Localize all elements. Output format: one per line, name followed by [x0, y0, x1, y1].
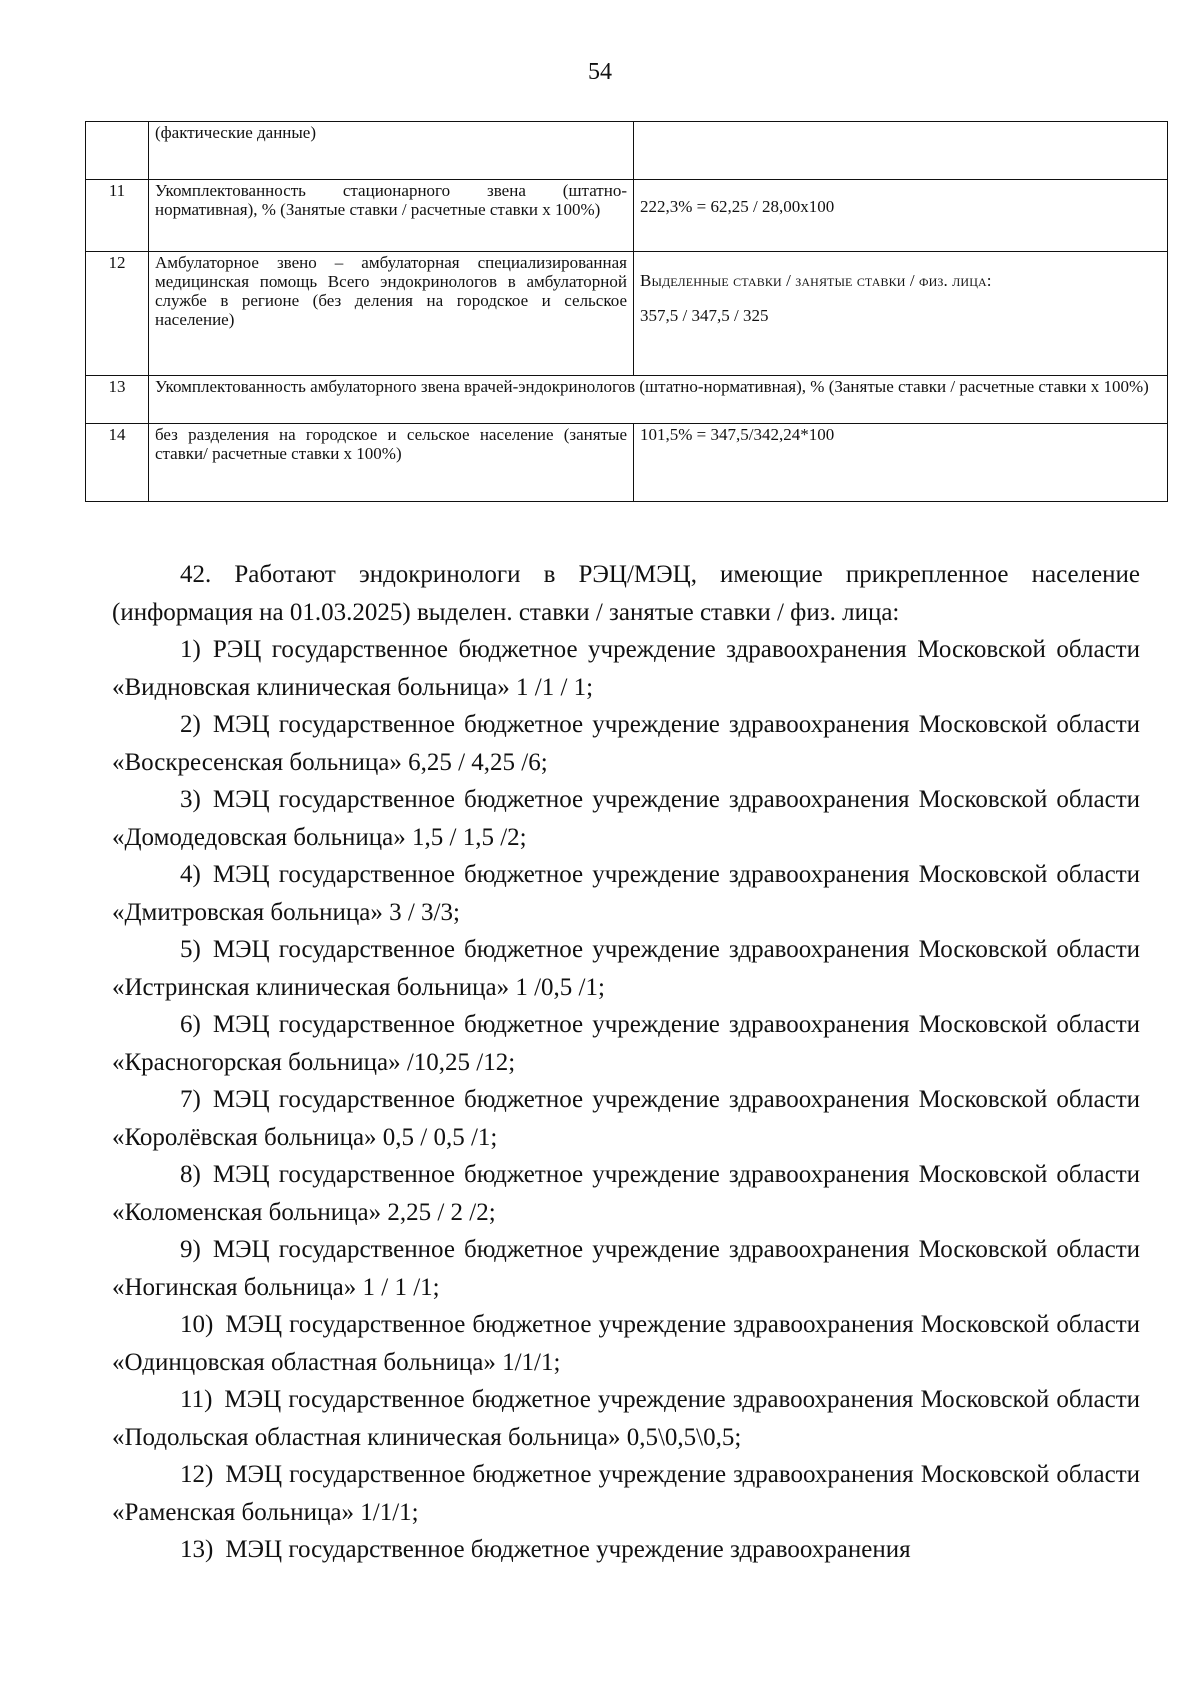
table-row	[86, 180, 1168, 252]
list-item-number: 10)	[180, 1311, 214, 1338]
list-item-text: МЭЦ государственное бюджетное учреждение здравоохранения Московской области «Истринская клиническая больница» 1 /0,5 /1;	[112, 936, 1140, 1001]
list-item	[112, 781, 1140, 856]
list-item-number: 1)	[180, 636, 201, 663]
row-value-text: 222,3% = 62,25 / 28,00х100	[640, 197, 835, 216]
table-row	[86, 376, 1168, 424]
list-item-number: 13)	[180, 1536, 214, 1563]
list-item	[112, 1006, 1140, 1081]
row-description: (фактические данные)	[149, 122, 634, 180]
list-item-text: МЭЦ государственное бюджетное учреждение здравоохранения Московской области «Воскресенская больница» 6,25 / 4,25 /6;	[112, 711, 1140, 776]
list-item-number: 9)	[180, 1236, 201, 1263]
row-value	[634, 180, 1168, 252]
table-row	[86, 122, 1168, 180]
list-item	[112, 1531, 1140, 1569]
list-item-text: МЭЦ государственное бюджетное учреждение здравоохранения	[225, 1536, 911, 1563]
row-description: Укомплектованность стационарного звена (штатно-нормативная), % (Занятые ставки / расчетные ставки х 100%)	[149, 180, 634, 252]
list-item	[112, 1081, 1140, 1156]
list-item-number: 8)	[180, 1161, 201, 1188]
list-item-text: МЭЦ государственное бюджетное учреждение здравоохранения Московской области «Домодедовская больница» 1,5 / 1,5 /2;	[112, 786, 1140, 851]
list-item-text: МЭЦ государственное бюджетное учреждение здравоохранения Московской области «Одинцовская областная больница» 1/1/1;	[112, 1311, 1140, 1376]
list-item-text: МЭЦ государственное бюджетное учреждение здравоохранения Московской области «Красногорская больница» /10,25 /12;	[112, 1011, 1140, 1076]
list-item-text: МЭЦ государственное бюджетное учреждение здравоохранения Московской области «Дмитровская больница» 3 / 3/3;	[112, 861, 1140, 926]
list-item-number: 5)	[180, 936, 201, 963]
row-description: Амбулаторное звено – амбулаторная специализированная медицинская помощь Всего эндокринологов в амбулаторной службе в регионе (без деления на городское и сельское население)	[149, 252, 634, 376]
row-value-text: 357,5 / 347,5 / 325	[640, 306, 769, 325]
row-number	[86, 122, 149, 180]
list-item-number: 6)	[180, 1011, 201, 1038]
row-description: без разделения на городское и сельское население (занятые ставки/ расчетные ставки х 100%)	[149, 424, 634, 502]
row-number: 14	[86, 424, 149, 502]
list-item-text: МЭЦ государственное бюджетное учреждение здравоохранения Московской области «Королёвская больница» 0,5 / 0,5 /1;	[112, 1086, 1140, 1151]
list-item-number: 11)	[180, 1386, 213, 1413]
list-item-text: МЭЦ государственное бюджетное учреждение здравоохранения Московской области «Раменская больница» 1/1/1;	[112, 1461, 1140, 1526]
list-item	[112, 706, 1140, 781]
staffing-table	[85, 121, 1168, 502]
list-item-number: 3)	[180, 786, 201, 813]
list-item-number: 2)	[180, 711, 201, 738]
list-item-number: 4)	[180, 861, 201, 888]
list-item-number: 7)	[180, 1086, 201, 1113]
list-item-text: РЭЦ государственное бюджетное учреждение здравоохранения Московской области «Видновская клиническая больница» 1 /1 / 1;	[112, 636, 1140, 701]
row-description: Укомплектованность амбулаторного звена врачей-эндокринологов (штатно-нормативная), % (Занятые ставки / расчетные ставки х 100%)	[149, 376, 1168, 424]
row-number: 12	[86, 252, 149, 376]
list-item	[112, 1381, 1140, 1456]
section-intro: 42. Работают эндокринологи в РЭЦ/МЭЦ, имеющие прикрепленное население (информация на 01.03.2025) выделен. ставки / занятые ставки / физ. лица:	[112, 561, 1140, 626]
list-item-text: МЭЦ государственное бюджетное учреждение здравоохранения Московской области «Подольская областная клиническая больница» 0,5\0,5\0,5;	[112, 1386, 1140, 1451]
list-item	[112, 1456, 1140, 1531]
row-value	[634, 252, 1168, 376]
row-value	[634, 122, 1168, 180]
section-42	[112, 556, 1140, 1569]
page-number: 54	[588, 59, 612, 85]
center-list	[112, 631, 1140, 1569]
list-item	[112, 1306, 1140, 1381]
table-row	[86, 424, 1168, 502]
table-row	[86, 252, 1168, 376]
list-item	[112, 1156, 1140, 1231]
row-value: 101,5% = 347,5/342,24*100	[634, 424, 1168, 502]
list-item	[112, 856, 1140, 931]
list-item-number: 12)	[180, 1461, 214, 1488]
list-item	[112, 631, 1140, 706]
row-number: 13	[86, 376, 149, 424]
list-item	[112, 931, 1140, 1006]
row-value-header: Выделенные ставки / занятые ставки / физ. лица:	[640, 271, 992, 290]
list-item-text: МЭЦ государственное бюджетное учреждение здравоохранения Московской области «Коломенская больница» 2,25 / 2 /2;	[112, 1161, 1140, 1226]
list-item	[112, 1231, 1140, 1306]
list-item-text: МЭЦ государственное бюджетное учреждение здравоохранения Московской области «Ногинская больница» 1 / 1 /1;	[112, 1236, 1140, 1301]
row-number: 11	[86, 180, 149, 252]
